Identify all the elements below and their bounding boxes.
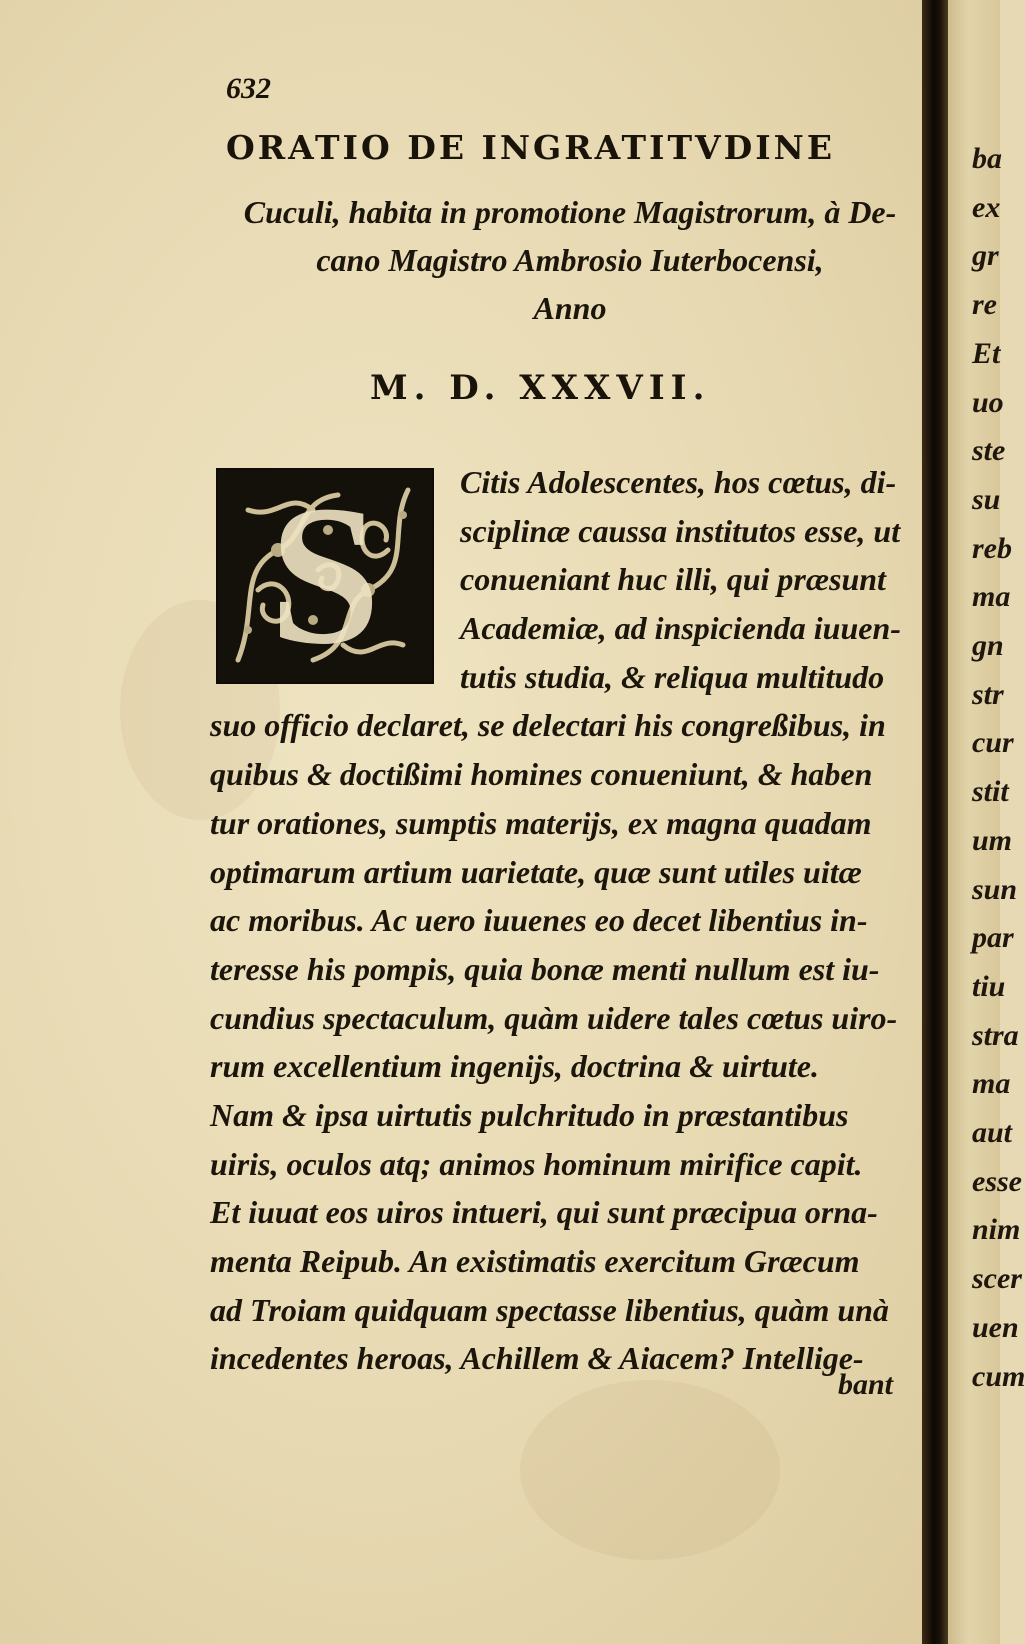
catchword: bant (838, 1368, 894, 1401)
adjacent-page-fragment: sun (972, 872, 1018, 906)
text-line: Nam & ipsa uirtutis pulchritudo in præstantibus (210, 1096, 849, 1133)
paper-stain (520, 1380, 780, 1560)
adjacent-page-fragment: reb (972, 531, 1012, 565)
book-gutter (922, 0, 948, 1644)
adjacent-page-fragment: ba (972, 142, 1002, 175)
subtitle-line: Cuculi, habita in promotione Magistrorum, à De- (243, 194, 897, 230)
text-line: ac moribus. Ac uero iuuenes eo decet libentius in- (210, 902, 868, 939)
text-line: sciplinæ caussa institutos esse, ut (460, 512, 901, 549)
adjacent-page-fragment: cur (972, 726, 1014, 760)
text-line: rum excellentium ingenijs, doctrina & uirtute. (210, 1048, 819, 1085)
text-line: incedentes heroas, Achillem & Aiacem? Intellige- (210, 1340, 864, 1377)
adjacent-page-fragment: stra (972, 1018, 1019, 1052)
text-line: ad Troiam quidquam spectasse libentius, quàm unà (210, 1291, 889, 1328)
text-line: cundius spectaculum, quàm uidere tales cœtus uiro- (210, 999, 898, 1036)
text-line: tur orationes, sumptis materijs, ex magna quadam (210, 804, 872, 841)
year-heading: M. D. XXXVII. (370, 368, 711, 408)
adjacent-page-fragment: gr (972, 239, 999, 273)
subtitle-line: Anno (533, 290, 607, 326)
text-line: Et iuuat eos uiros intueri, qui sunt præcipua orna- (210, 1194, 878, 1231)
adjacent-page-fragment: scer (972, 1262, 1022, 1296)
subtitle (230, 188, 910, 332)
text-line: optimarum artium uarietate, quæ sunt utiles uitæ (210, 853, 862, 890)
adjacent-page-fragment: gn (972, 629, 1004, 662)
text-line: suo officio declaret, se delectari his congreßibus, in (210, 707, 886, 744)
adjacent-page-fragment: nim (972, 1213, 1021, 1247)
text-line: Academiæ, ad inspicienda iuuen- (460, 610, 901, 647)
adjacent-page-fragment: ste (972, 434, 1006, 468)
adjacent-page-fragment: cum (972, 1359, 1025, 1393)
subtitle-line: cano Magistro Ambrosio Iuterbocensi, (316, 242, 824, 278)
adjacent-page-fragment: uo (972, 385, 1004, 419)
adjacent-page-fragment: str (972, 677, 1004, 711)
adjacent-page-fragment: re (972, 288, 997, 322)
text-line: uiris, oculos atq; animos hominum mirifice capit. (210, 1145, 863, 1182)
adjacent-page-fragment: stit (972, 775, 1009, 809)
adjacent-page-fragment: uen (972, 1310, 1019, 1344)
adjacent-page-fragment: tiu (972, 969, 1006, 1003)
text-line: menta Reipub. An existimatis exercitum Græcum (210, 1243, 860, 1279)
adjacent-page-edge (948, 0, 1025, 1644)
text-line: tutis studia, & reliqua multitudo (460, 658, 885, 695)
adjacent-page-fragment: Et (972, 336, 1001, 370)
text-line: quibus & doctißimi homines conueniunt, & haben (210, 756, 873, 793)
adjacent-page-fragment: aut (972, 1116, 1013, 1149)
text-line: Citis Adolescentes, hos cœtus, di- (460, 464, 897, 500)
adjacent-page-fragment: su (972, 482, 1001, 516)
page-title: ORATIO DE INGRATITVDINE (226, 128, 835, 167)
initial-letter: S (269, 465, 381, 686)
adjacent-page-fragment: ma (972, 580, 1011, 614)
adjacent-page-fragment: ma (972, 1067, 1011, 1101)
adjacent-page-fragment: um (972, 823, 1013, 857)
body-text (210, 458, 915, 1383)
text-line: conueniant huc illi, qui præsunt (460, 561, 886, 598)
adjacent-page-fragment: ex (972, 190, 1001, 224)
text-line: teresse his pompis, quia bonæ menti nullum est iu- (210, 950, 880, 987)
page-number: 632 (226, 72, 271, 105)
adjacent-page-fragment: par (972, 921, 1014, 955)
adjacent-page-fragment: esse (972, 1164, 1022, 1198)
